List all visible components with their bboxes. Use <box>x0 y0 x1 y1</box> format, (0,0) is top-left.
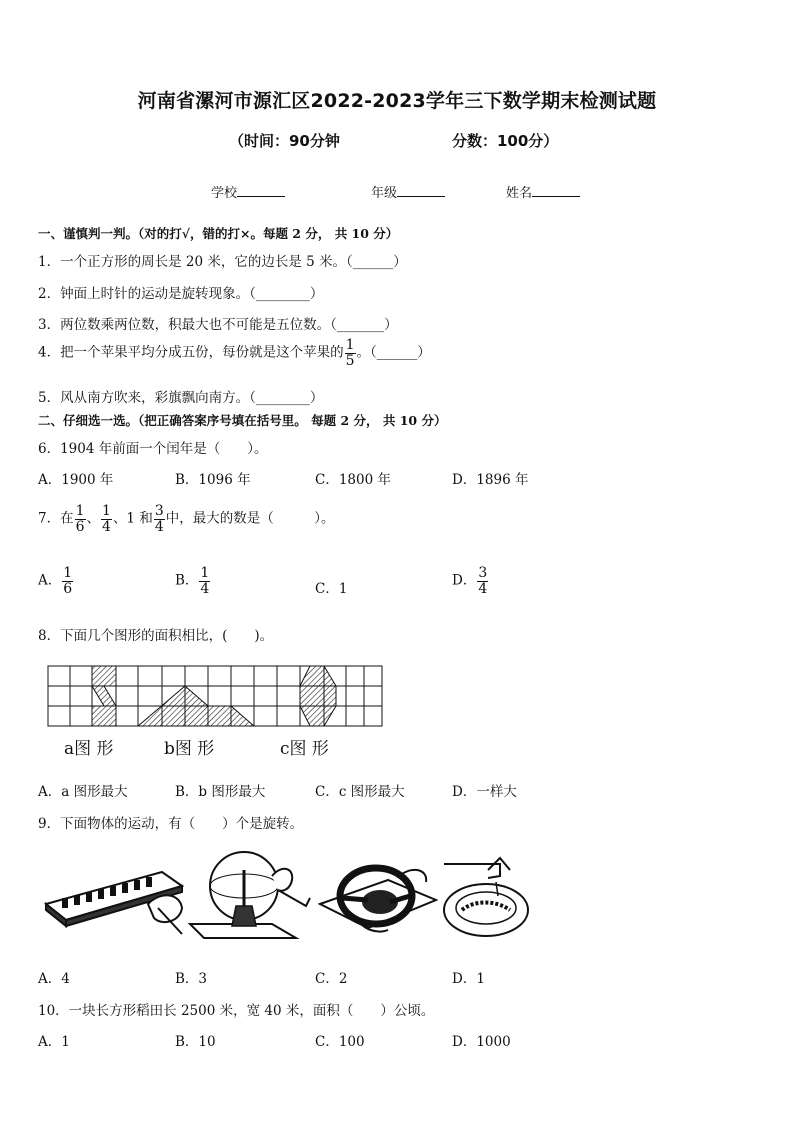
question-3: 3．两位数乘两位数，积最大也不可能是五位数。（_______） <box>38 317 398 333</box>
q6-option-d[interactable]: D．1896 年 <box>452 472 529 488</box>
question-6: 6．1904 年前面一个闰年是（ ）。 <box>38 441 268 457</box>
exam-time: （时间：90分钟 <box>229 132 340 150</box>
shape-a <box>92 666 116 726</box>
question-1: 1．一个正方形的周长是 20 米，它的边长是 5 米。（______） <box>38 254 407 270</box>
grade-field[interactable]: 年级 <box>371 182 445 201</box>
q8-option-d[interactable]: D．一样大 <box>452 784 517 800</box>
q8-option-b[interactable]: B．b 图形最大 <box>175 784 266 800</box>
question-4: 4．把一个苹果平均分成五份，每份就是这个苹果的 $\frac{1}{5}$ 。（______） <box>38 337 431 369</box>
question-7: 7．在 $\frac{1}{6}$ 、 $\frac{1}{4}$ 、1 和 $\frac{3}{4}$ 中，最大的数是（ ）。 <box>38 503 335 535</box>
abacus-icon <box>44 864 184 939</box>
q9-option-d[interactable]: D．1 <box>452 971 485 987</box>
q10-option-c[interactable]: C．100 <box>315 1034 365 1050</box>
question-5: 5．风从南方吹来，彩旗飘向南方。（________） <box>38 390 324 406</box>
q6-option-b[interactable]: B．1096 年 <box>175 472 251 488</box>
q8-option-c[interactable]: C．c 图形最大 <box>315 784 405 800</box>
figure-b-label: b图 形 <box>164 739 215 759</box>
q8-option-a[interactable]: A．a 图形最大 <box>38 784 128 800</box>
shape-c <box>300 666 336 726</box>
q7-option-d[interactable]: D． $\frac{3}{4}$ <box>452 565 488 597</box>
exam-score: 分数：100分） <box>452 132 559 150</box>
faucet-sink-icon <box>440 856 530 942</box>
fraction-1-5: $\frac{1}{5}$ <box>345 337 355 369</box>
q10-option-b[interactable]: B．10 <box>175 1034 216 1050</box>
q9-option-c[interactable]: C．2 <box>315 971 348 987</box>
section-1-heading: 一、谨慎判一判。（对的打√，错的打×。每题 2 分， 共 10 分） <box>38 226 399 241</box>
question-10: 10．一块长方形稻田长 2500 米，宽 40 米，面积（ ）公顷。 <box>38 1003 435 1019</box>
q7-option-c[interactable]: C．1 <box>315 581 348 597</box>
question-2: 2．钟面上时针的运动是旋转现象。（________） <box>38 286 324 302</box>
q10-option-a[interactable]: A．1 <box>38 1034 70 1050</box>
question-8: 8．下面几个图形的面积相比，( )。 <box>38 628 274 644</box>
globe-icon <box>186 846 316 941</box>
name-field[interactable]: 姓名 <box>506 182 580 201</box>
q9-option-b[interactable]: B．3 <box>175 971 208 987</box>
q9-option-a[interactable]: A．4 <box>38 971 70 987</box>
school-field[interactable]: 学校 <box>211 182 285 201</box>
section-2-heading: 二、仔细选一选。（把正确答案序号填在括号里。 每题 2 分， 共 10 分） <box>38 413 447 428</box>
q7-option-a[interactable]: A． $\frac{1}{6}$ <box>38 565 73 597</box>
q6-option-c[interactable]: C．1800 年 <box>315 472 391 488</box>
exam-title: 河南省漯河市源汇区2022-2023学年三下数学期末检测试题 <box>137 90 657 112</box>
question-9: 9．下面物体的运动，有（ ）个是旋转。 <box>38 816 304 832</box>
q6-option-a[interactable]: A．1900 年 <box>38 472 114 488</box>
figure-c-label: c图 形 <box>280 739 329 759</box>
q7-option-b[interactable]: B． $\frac{1}{4}$ <box>175 565 210 597</box>
q10-option-d[interactable]: D．1000 <box>452 1034 511 1050</box>
figure-a-label: a图 形 <box>64 739 114 759</box>
area-grid-figure <box>46 664 386 734</box>
steering-wheel-icon <box>318 856 438 938</box>
